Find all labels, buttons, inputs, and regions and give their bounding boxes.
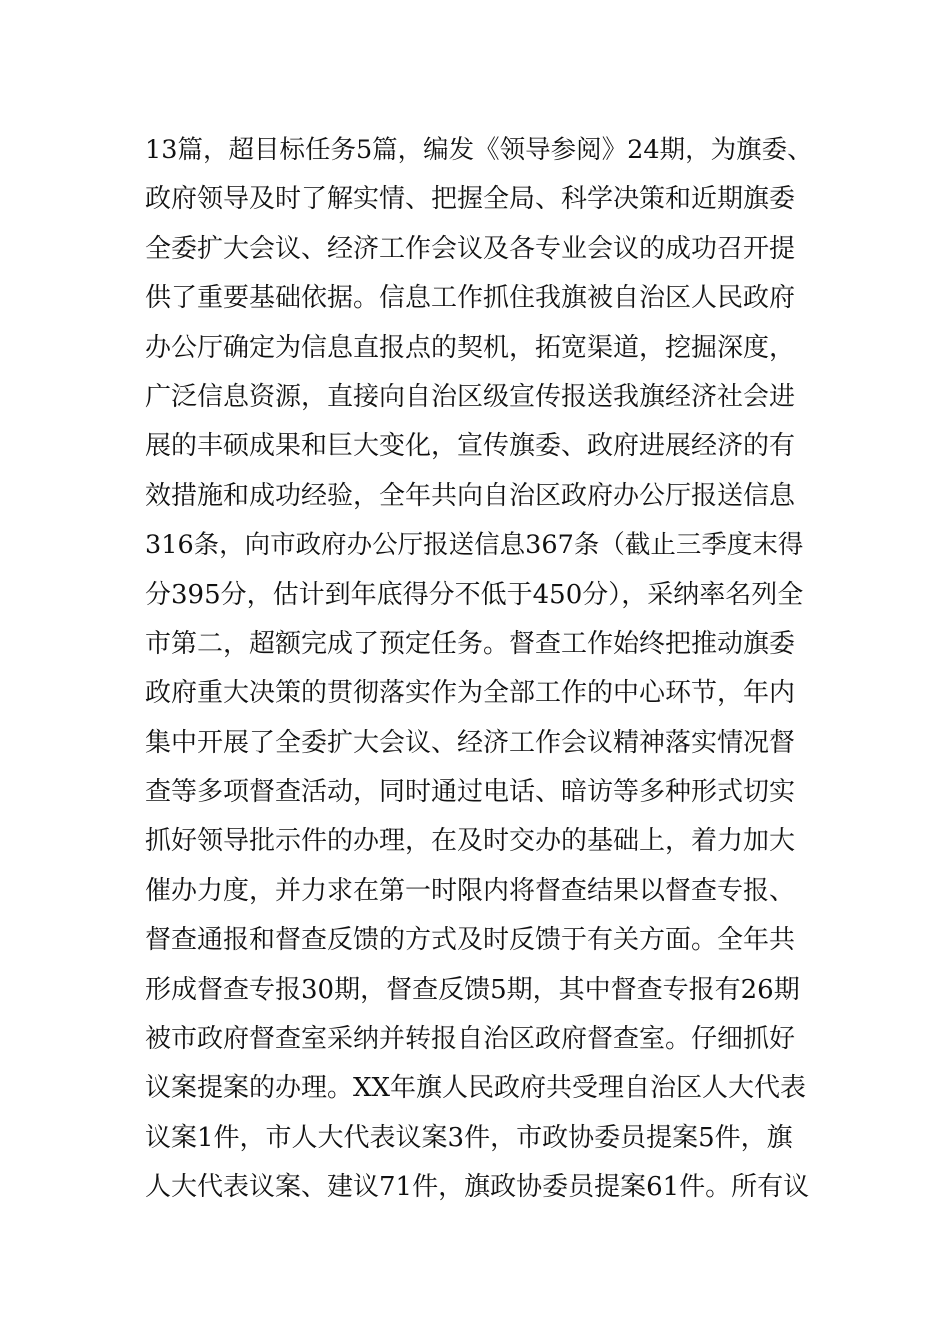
text-line: 展的丰硕成果和巨大变化，宣传旗委、政府进展经济的有 — [145, 431, 796, 462]
text-line: 市第二，超额完成了预定任务。督查工作始终把推动旗委 — [145, 628, 796, 659]
text-line: 13篇，超目标任务5篇，编发《领导参阅》24期，为旗委、 — [145, 135, 813, 165]
text-line: 供了重要基础依据。信息工作抓住我旗被自治区人民政府 — [145, 283, 796, 314]
text-line: 查等多项督查活动，同时通过电话、暗访等多种形式切实 — [145, 777, 796, 808]
text-line: 效措施和成功经验，全年共向自治区政府办公厅报送信息 — [145, 480, 796, 511]
text-line: 议案提案的办理。XX年旗人民政府共受理自治区人大代表 — [145, 1073, 807, 1104]
text-line: 分395分，估计到年底得分不低于450分），采纳率名列全 — [145, 579, 804, 610]
text-line: 催办力度，并力求在第一时限内将督查结果以督查专报、 — [145, 875, 796, 906]
text-line: 抓好领导批示件的办理，在及时交办的基础上，着力加大 — [145, 826, 796, 857]
text-line: 形成督查专报30期，督查反馈5期，其中督查专报有26期 — [145, 974, 800, 1005]
text-line: 议案1件，市人大代表议案3件，市政协委员提案5件，旗 — [145, 1122, 793, 1153]
text-line: 被市政府督查室采纳并转报自治区政府督查室。仔细抓好 — [145, 1024, 796, 1055]
text-line: 政府领导及时了解实情、把握全局、科学决策和近期旗委 — [145, 184, 796, 215]
text-line: 广泛信息资源，直接向自治区级宣传报送我旗经济社会进 — [145, 381, 796, 412]
text-line: 316条，向市政府办公厅报送信息367条（截止三季度末得 — [145, 530, 804, 561]
text-line: 人大代表议案、建议71件，旗政协委员提案61件。所有议 — [145, 1172, 810, 1203]
text-line: 政府重大决策的贯彻落实作为全部工作的中心环节，年内 — [145, 678, 796, 709]
text-line: 办公厅确定为信息直报点的契机，拓宽渠道，挖掘深度， — [145, 332, 796, 363]
text-line: 集中开展了全委扩大会议、经济工作会议精神落实情况督 — [145, 727, 796, 758]
text-line: 督查通报和督查反馈的方式及时反馈于有关方面。全年共 — [145, 925, 796, 956]
text-line: 全委扩大会议、经济工作会议及各专业会议的成功召开提 — [145, 233, 796, 264]
body-text — [145, 126, 815, 1213]
